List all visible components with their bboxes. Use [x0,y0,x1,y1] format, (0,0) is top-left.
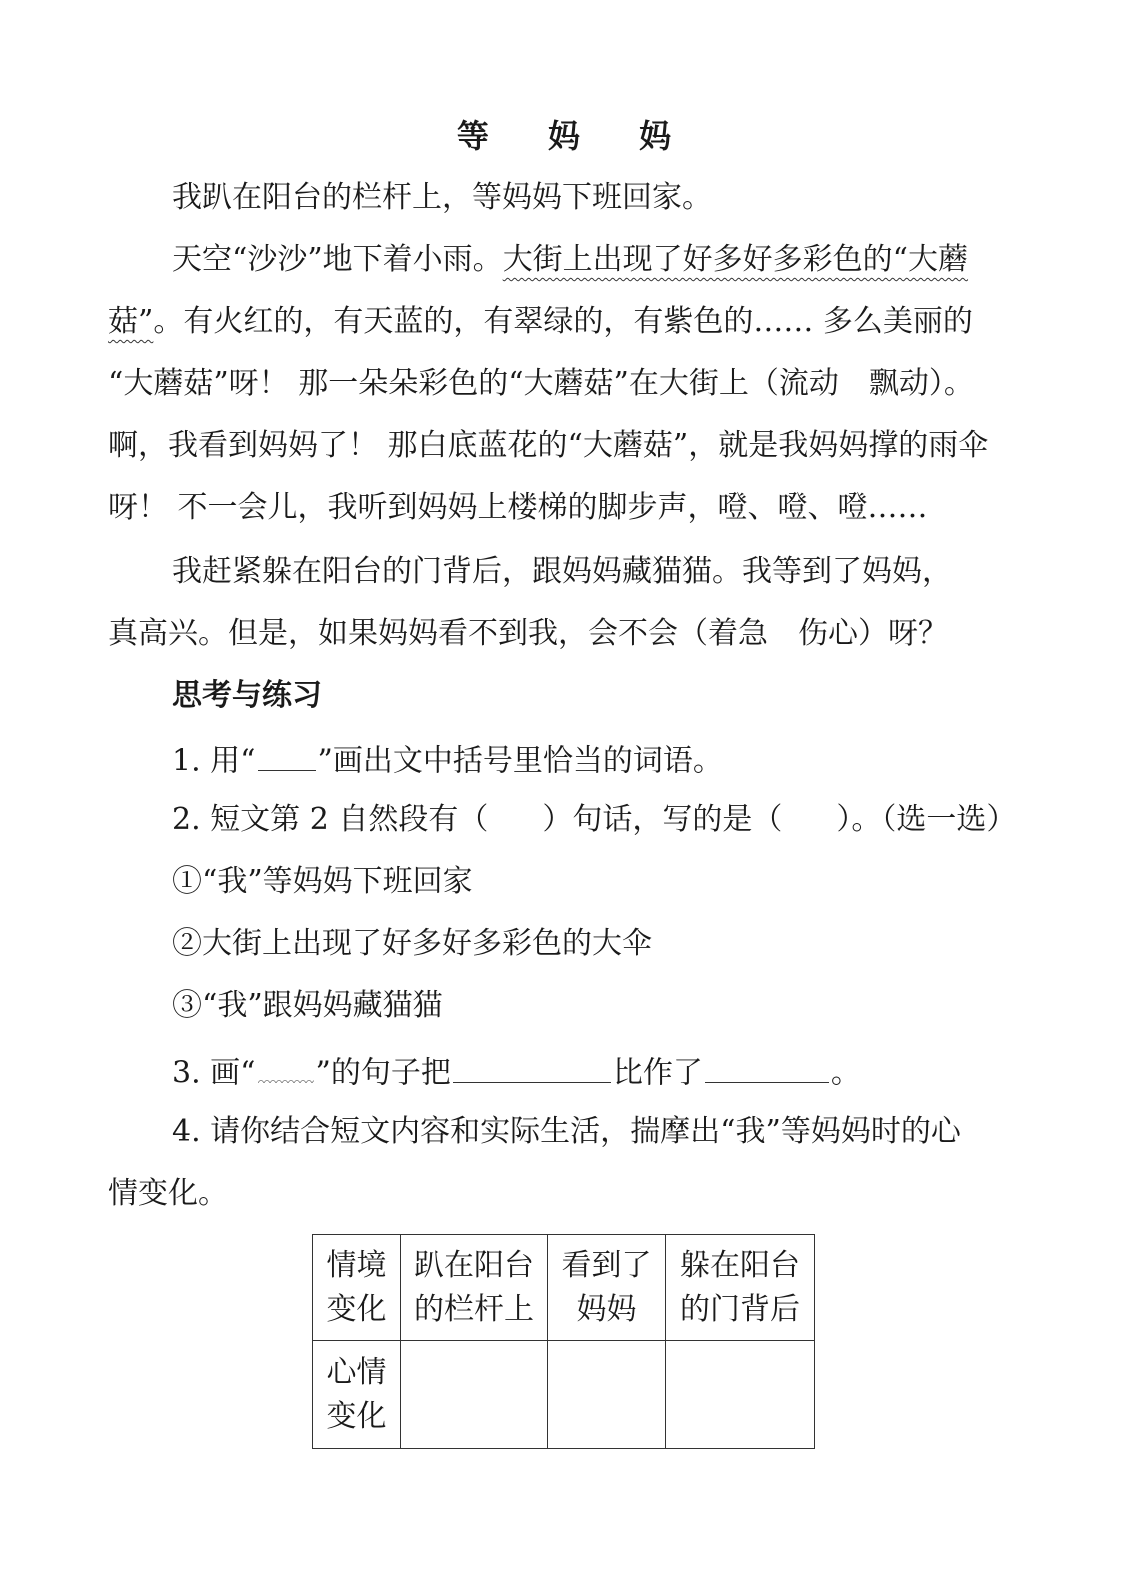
question-2 [172,800,1020,840]
option-3: ③“我”跟妈妈藏猫猫 [172,988,443,1023]
paragraph-2-line-4: 啊，我看到妈妈了！ 那白底蓝花的“大蘑菇”，就是我妈妈撑的雨伞 [108,428,989,463]
text-segment: 2. 短文第 2 自然段有（ [172,802,489,837]
paragraph-2-line-1 [172,240,1020,280]
text-segment: ）。（选一选） [836,802,1017,837]
text-segment: ”画出文中括号里恰当的词语。 [317,743,723,779]
question-1 [172,738,1020,782]
text-segment: 。 [830,1055,861,1091]
text-segment: 比作了 [612,1055,703,1091]
text-segment: 天空“沙沙”地下着小雨。 [172,242,503,277]
answer-cell[interactable] [548,1341,666,1449]
table-header-cell [313,1235,401,1341]
exercise-heading: 思考与练习 [172,678,322,713]
cell-text: 趴在阳台的栏杆上 [414,1247,534,1327]
table-cell [401,1235,548,1341]
cell-text: 情境变化 [326,1247,387,1327]
option-2: ②大街上出现了好多好多彩色的大伞 [172,926,652,961]
cell-text: 看到了妈妈 [561,1247,652,1327]
option-1: ①“我”等妈妈下班回家 [172,864,473,899]
answer-cell[interactable] [401,1341,548,1449]
table-row [313,1341,815,1449]
text-segment: 。有火红的，有天蓝的，有翠绿的，有紫色的…… 多么美丽的 [153,304,973,339]
table-row [313,1235,815,1341]
answer-blank[interactable] [705,1050,829,1083]
wavy-underlined-sentence-end: 菇” [108,304,154,339]
text-segment: 1. 用“ [172,743,256,779]
cell-text: 躲在阳台的门背后 [680,1247,800,1327]
paragraph-3-line-1: 我赶紧躲在阳台的门背后，跟妈妈藏猫猫。我等到了妈妈， [172,554,952,589]
paragraph-1: 我趴在阳台的栏杆上，等妈妈下班回家。 [172,180,712,215]
table-cell [666,1235,815,1341]
page-title: 等 妈 妈 [456,117,696,155]
text-segment: ”的句子把 [315,1055,451,1091]
answer-blank[interactable] [453,1050,611,1083]
straight-line-symbol [258,738,316,771]
table-cell [548,1235,666,1341]
wavy-line-symbol [258,1051,314,1083]
mood-change-table [312,1234,815,1449]
paragraph-2-line-2 [108,302,1020,342]
text-segment: 3. 画“ [172,1055,256,1091]
answer-cell[interactable] [666,1341,815,1449]
wavy-underlined-sentence: 大街上出现了好多好多彩色的“大蘑 [502,242,969,277]
text-segment: ）句话，写的是（ [542,802,783,837]
table-header-cell [313,1341,401,1449]
question-3 [172,1050,1020,1094]
paragraph-2-line-5: 呀！ 不一会儿，我听到妈妈上楼梯的脚步声，噔、噔、噔…… [108,490,928,525]
cell-text: 心情变化 [326,1354,387,1434]
paragraph-2-line-3: “大蘑菇”呀！ 那一朵朵彩色的“大蘑菇”在大街上（流动 飘动）。 [108,366,974,401]
paragraph-3-line-2: 真高兴。但是，如果妈妈看不到我，会不会（着急 伤心）呀？ [108,616,948,651]
question-4-line-1: 4. 请你结合短文内容和实际生活，揣摩出“我”等妈妈时的心 [172,1114,961,1149]
question-4-line-2: 情变化。 [108,1176,228,1211]
